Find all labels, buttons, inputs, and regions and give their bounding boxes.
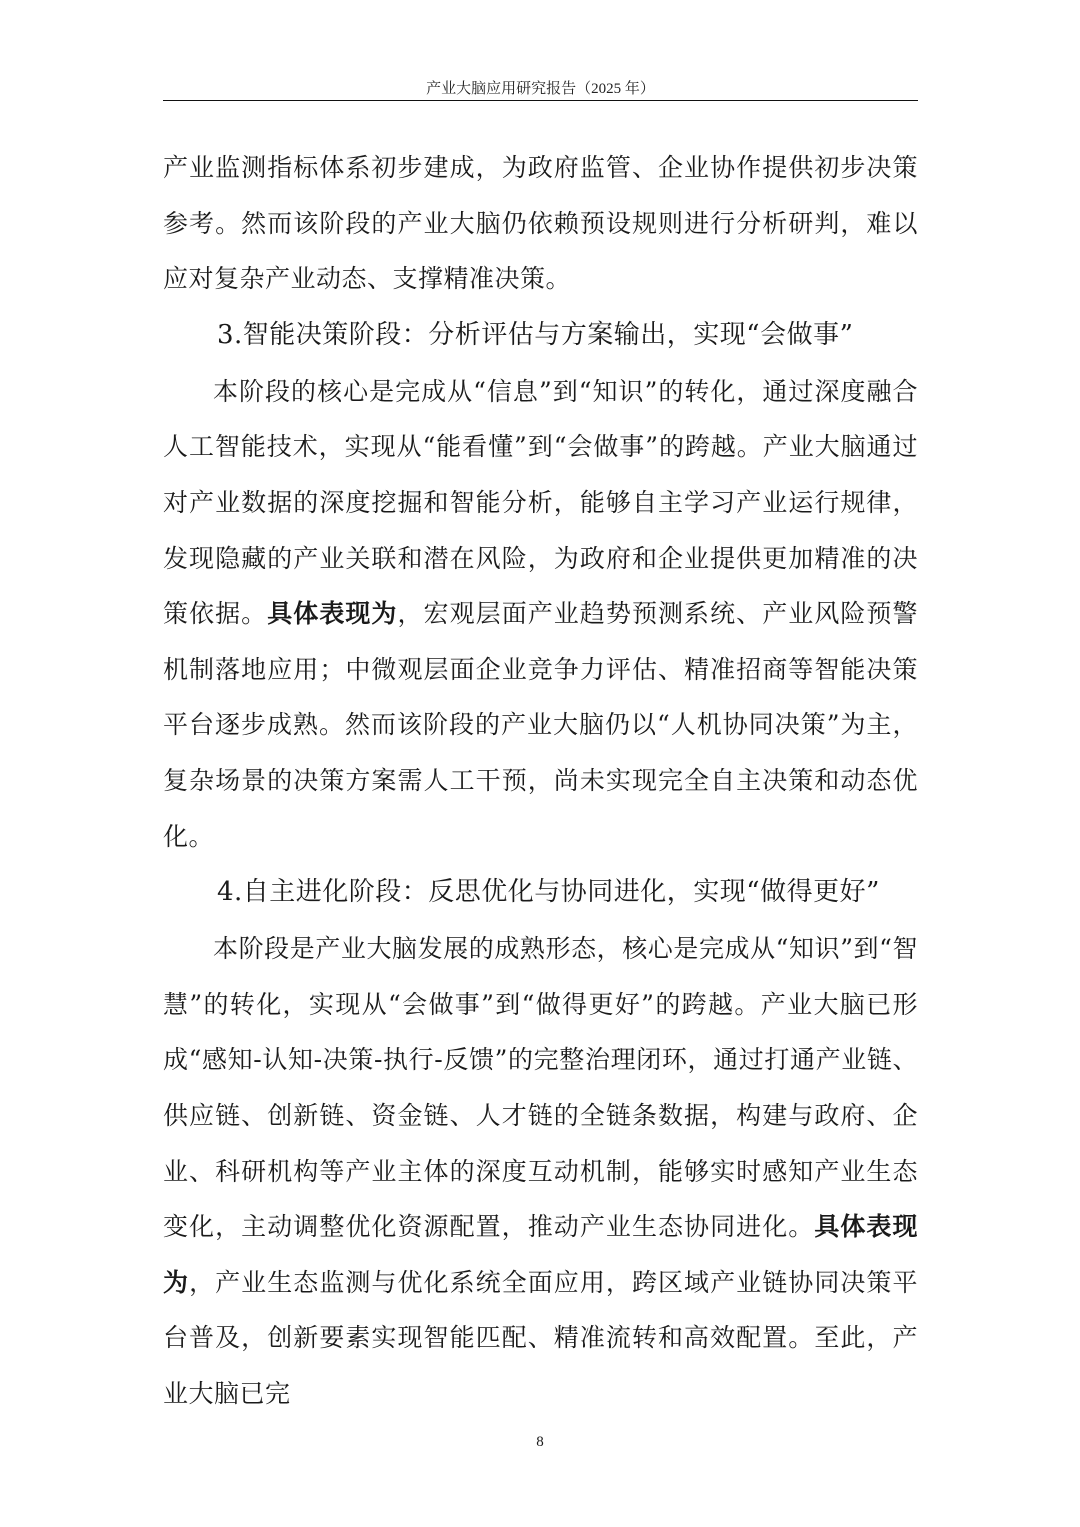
paragraph-continuation: 产业监测指标体系初步建成，为政府监管、企业协作提供初步决策参考。然而该阶段的产业大脑仍依赖预设规则进行分析研判，难以应对复杂产业动态、支撑精准决策。 [163, 153, 918, 294]
paragraph-text: 本阶段的核心是完成从“信息”到“知识”的转化，通过深度融合人工智能技术，实现从“能看懂”到“会做事”的跨越。产业大脑通过对产业数据的深度挖掘和智能分析，能够自主学习产业运行规律，发现隐藏的产业关联和潜在风险，为政府和企业提供更加精准的决策依据。 [163, 376, 918, 629]
paragraph-text: ，产业生态监测与优化系统全面应用，跨区域产业链协同决策平台普及，创新要素实现智能匹配、精准流转和高效配置。至此，产业大脑已完 [163, 1267, 918, 1408]
document-body [163, 140, 918, 1421]
section-heading-4: 4.自主进化阶段：反思优化与协同进化，实现“做得更好” [217, 877, 880, 908]
bold-phrase: 具体表现为 [163, 1212, 918, 1297]
running-header: 产业大脑应用研究报告（2025 年） [426, 81, 655, 97]
header-rule [163, 100, 918, 101]
paragraph-stage-3 [163, 364, 918, 864]
paragraph-stage-4 [163, 921, 918, 1421]
section-heading-3: 3.智能决策阶段：分析评估与方案输出，实现“会做事” [217, 319, 854, 350]
paragraph-text: 本阶段是产业大脑发展的成熟形态，核心是完成从“知识”到“智慧”的转化，实现从“会做事”到“做得更好”的跨越。产业大脑已形成“感知-认知-决策-执行-反馈”的完整治理闭环，通过打通产业链、供应链、创新链、资金链、人才链的全链条数据，构建与政府、企业、科研机构等产业主体的深度互动机制，能够实时感知产业生态变化，主动调整优化资源配置，推动产业生态协同进化。 [163, 934, 918, 1242]
bold-phrase: 具体表现为 [267, 599, 398, 629]
paragraph-text: ，宏观层面产业趋势预测系统、产业风险预警机制落地应用；中微观层面企业竞争力评估、精准招商等智能决策平台逐步成熟。然而该阶段的产业大脑仍以“人机协同决策”为主，复杂场景的决策方案需人工干预，尚未实现完全自主决策和动态优化。 [163, 599, 918, 851]
page-number: 8 [536, 1434, 544, 1450]
